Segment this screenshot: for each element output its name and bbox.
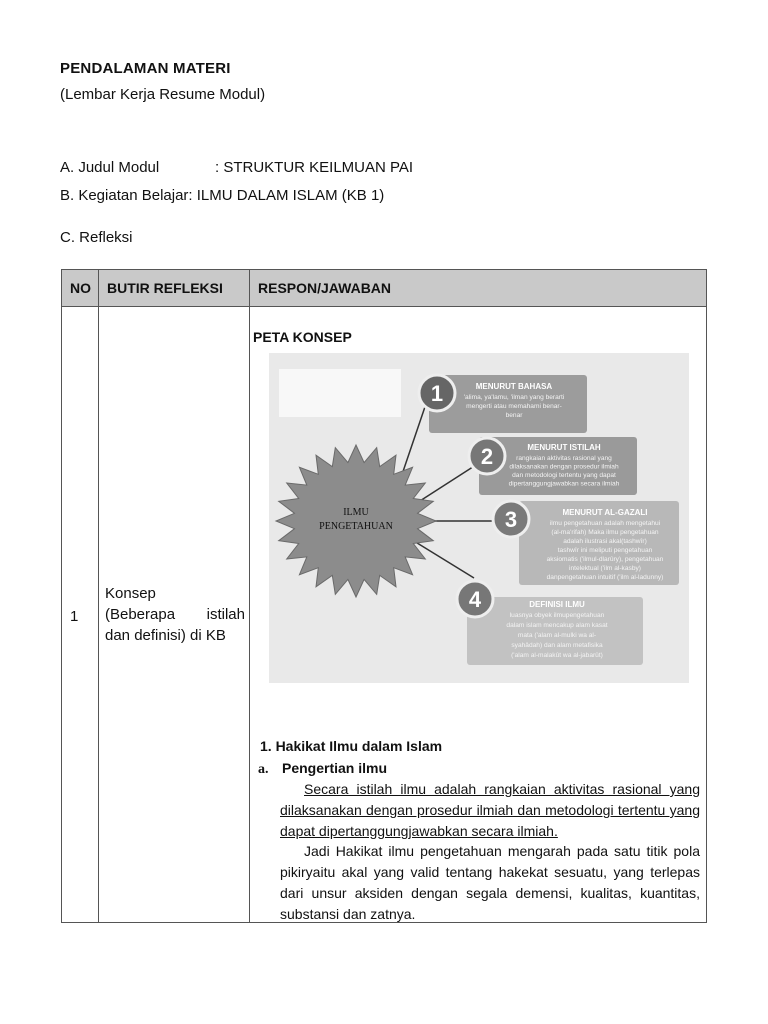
header-butir-refleksi: BUTIR REFLEKSI: [107, 280, 223, 296]
definition-paragraph: [280, 779, 700, 842]
box-4-line: syahâdah) dan alam metafisika: [511, 642, 603, 649]
butir-refleksi-cell: [105, 583, 245, 646]
judul-modul-label: A. Judul Modul: [60, 159, 160, 176]
box-3-line: (al-ma'rifah) Maka ilmu pengetahuan: [551, 529, 659, 536]
row-number: 1: [70, 608, 79, 625]
document-subtitle: (Lembar Kerja Resume Modul): [60, 86, 266, 103]
box-2-line: dilaksanakan dengan prosedur ilmiah: [509, 463, 619, 471]
concept-map-svg: [269, 353, 689, 683]
box-3-line: ilmu pengetahuan adalah mengetahui: [549, 520, 661, 527]
hakikat-paragraph: [280, 841, 700, 925]
box-1-line: benar: [505, 412, 523, 419]
judul-modul-row: [60, 159, 413, 176]
header-respon-jawaban: RESPON/JAWABAN: [258, 280, 392, 296]
blank-label-box: [279, 369, 401, 417]
box-1-line: mengerti atau memahami benar-: [466, 403, 562, 410]
refleksi-table: [61, 269, 707, 923]
butir-line-2b: istilah: [206, 606, 245, 623]
box-3-line: danpengetahuan intuitif ('ilm al-ladunny): [546, 574, 664, 581]
box-4-line: dalam islam mencakup alam kasat: [506, 622, 608, 629]
box-3-title: MENURUT AL-GAZALI: [562, 508, 648, 517]
definition-text: Secara istilah ilmu adalah rangkaian aktivitas rasional yang dilaksanakan dengan prosedur ilmiah dan metodologi tertentu yang dapat dipertanggungjawabkan secara ilmiah.: [280, 781, 700, 839]
badge-1-num: 1: [430, 381, 444, 406]
butir-line-1: Konsep: [105, 585, 156, 602]
document-title: PENDALAMAN MATERI: [60, 60, 231, 77]
box-2-line: rangkaian aktivitas rasional yang: [516, 455, 612, 462]
judul-modul-value: : STRUKTUR KEILMUAN PAI: [215, 159, 414, 176]
center-label-line-2: PENGETAHUAN: [319, 521, 393, 532]
box-4-line: ('alam al-malakût wa al-jabarût): [511, 652, 603, 659]
peta-konsep-label: PETA KONSEP: [253, 329, 352, 345]
box-3-line: intelektual ('ilm al-kasby): [569, 565, 641, 572]
box-4-line: mata ('alam al-mulki wa al-: [517, 632, 597, 639]
box-4-line: luasnya obyek ilmupengetahuan: [509, 612, 605, 619]
box-2-title: MENURUT ISTILAH: [527, 443, 601, 452]
heading-text: Pengertian ilmu: [282, 760, 388, 776]
heading-pengertian-ilmu: [258, 760, 387, 778]
badge-3-num: 3: [504, 507, 518, 532]
box-3-line: tashwîr ini meliputi pengetahuan: [557, 547, 653, 554]
kegiatan-belajar-label: B. Kegiatan Belajar: [60, 187, 189, 204]
center-label-line-1: ILMU: [343, 507, 369, 518]
box-1-line: 'alima, ya'lamu, 'ilman yang berarti: [463, 394, 565, 401]
kegiatan-belajar-row: [60, 187, 384, 204]
kegiatan-belajar-value: : ILMU DALAM ISLAM (KB 1): [188, 187, 385, 204]
badge-4-num: 4: [468, 587, 482, 612]
heading-letter: a.: [258, 762, 269, 777]
header-no: NO: [70, 280, 91, 296]
butir-line-2a: (Beberapa: [105, 606, 176, 623]
box-3-line: aksiomatis ('ilmul-dlarûry), pengetahuan: [546, 556, 664, 563]
box-4-title: DEFINISI ILMU: [529, 600, 585, 609]
box-2-line: dipertanggungjawabkan secara ilmiah: [508, 480, 620, 488]
heading-hakikat-ilmu: 1. Hakikat Ilmu dalam Islam: [260, 738, 443, 754]
concept-map-image: [269, 353, 689, 683]
badge-2-num: 2: [480, 444, 494, 469]
butir-line-3: dan definisi) di KB: [105, 627, 226, 644]
hakikat-text: Jadi Hakikat ilmu pengetahuan mengarah pada satu titik pola pikiryaitu akal yang valid tentang hakekat sesuatu, yang terlepas dari unsur aksiden dengan segala demensi, kualitas, kuantitas, substansi dan zatnya.: [280, 843, 700, 922]
refleksi-label: C. Refleksi: [60, 229, 133, 246]
box-1-title: MENURUT BAHASA: [475, 382, 553, 391]
box-3-line: adalah ilustrasi akal(tashwîr): [563, 538, 647, 545]
box-2-line: dan metodologi tertentu yang dapat: [512, 472, 616, 479]
